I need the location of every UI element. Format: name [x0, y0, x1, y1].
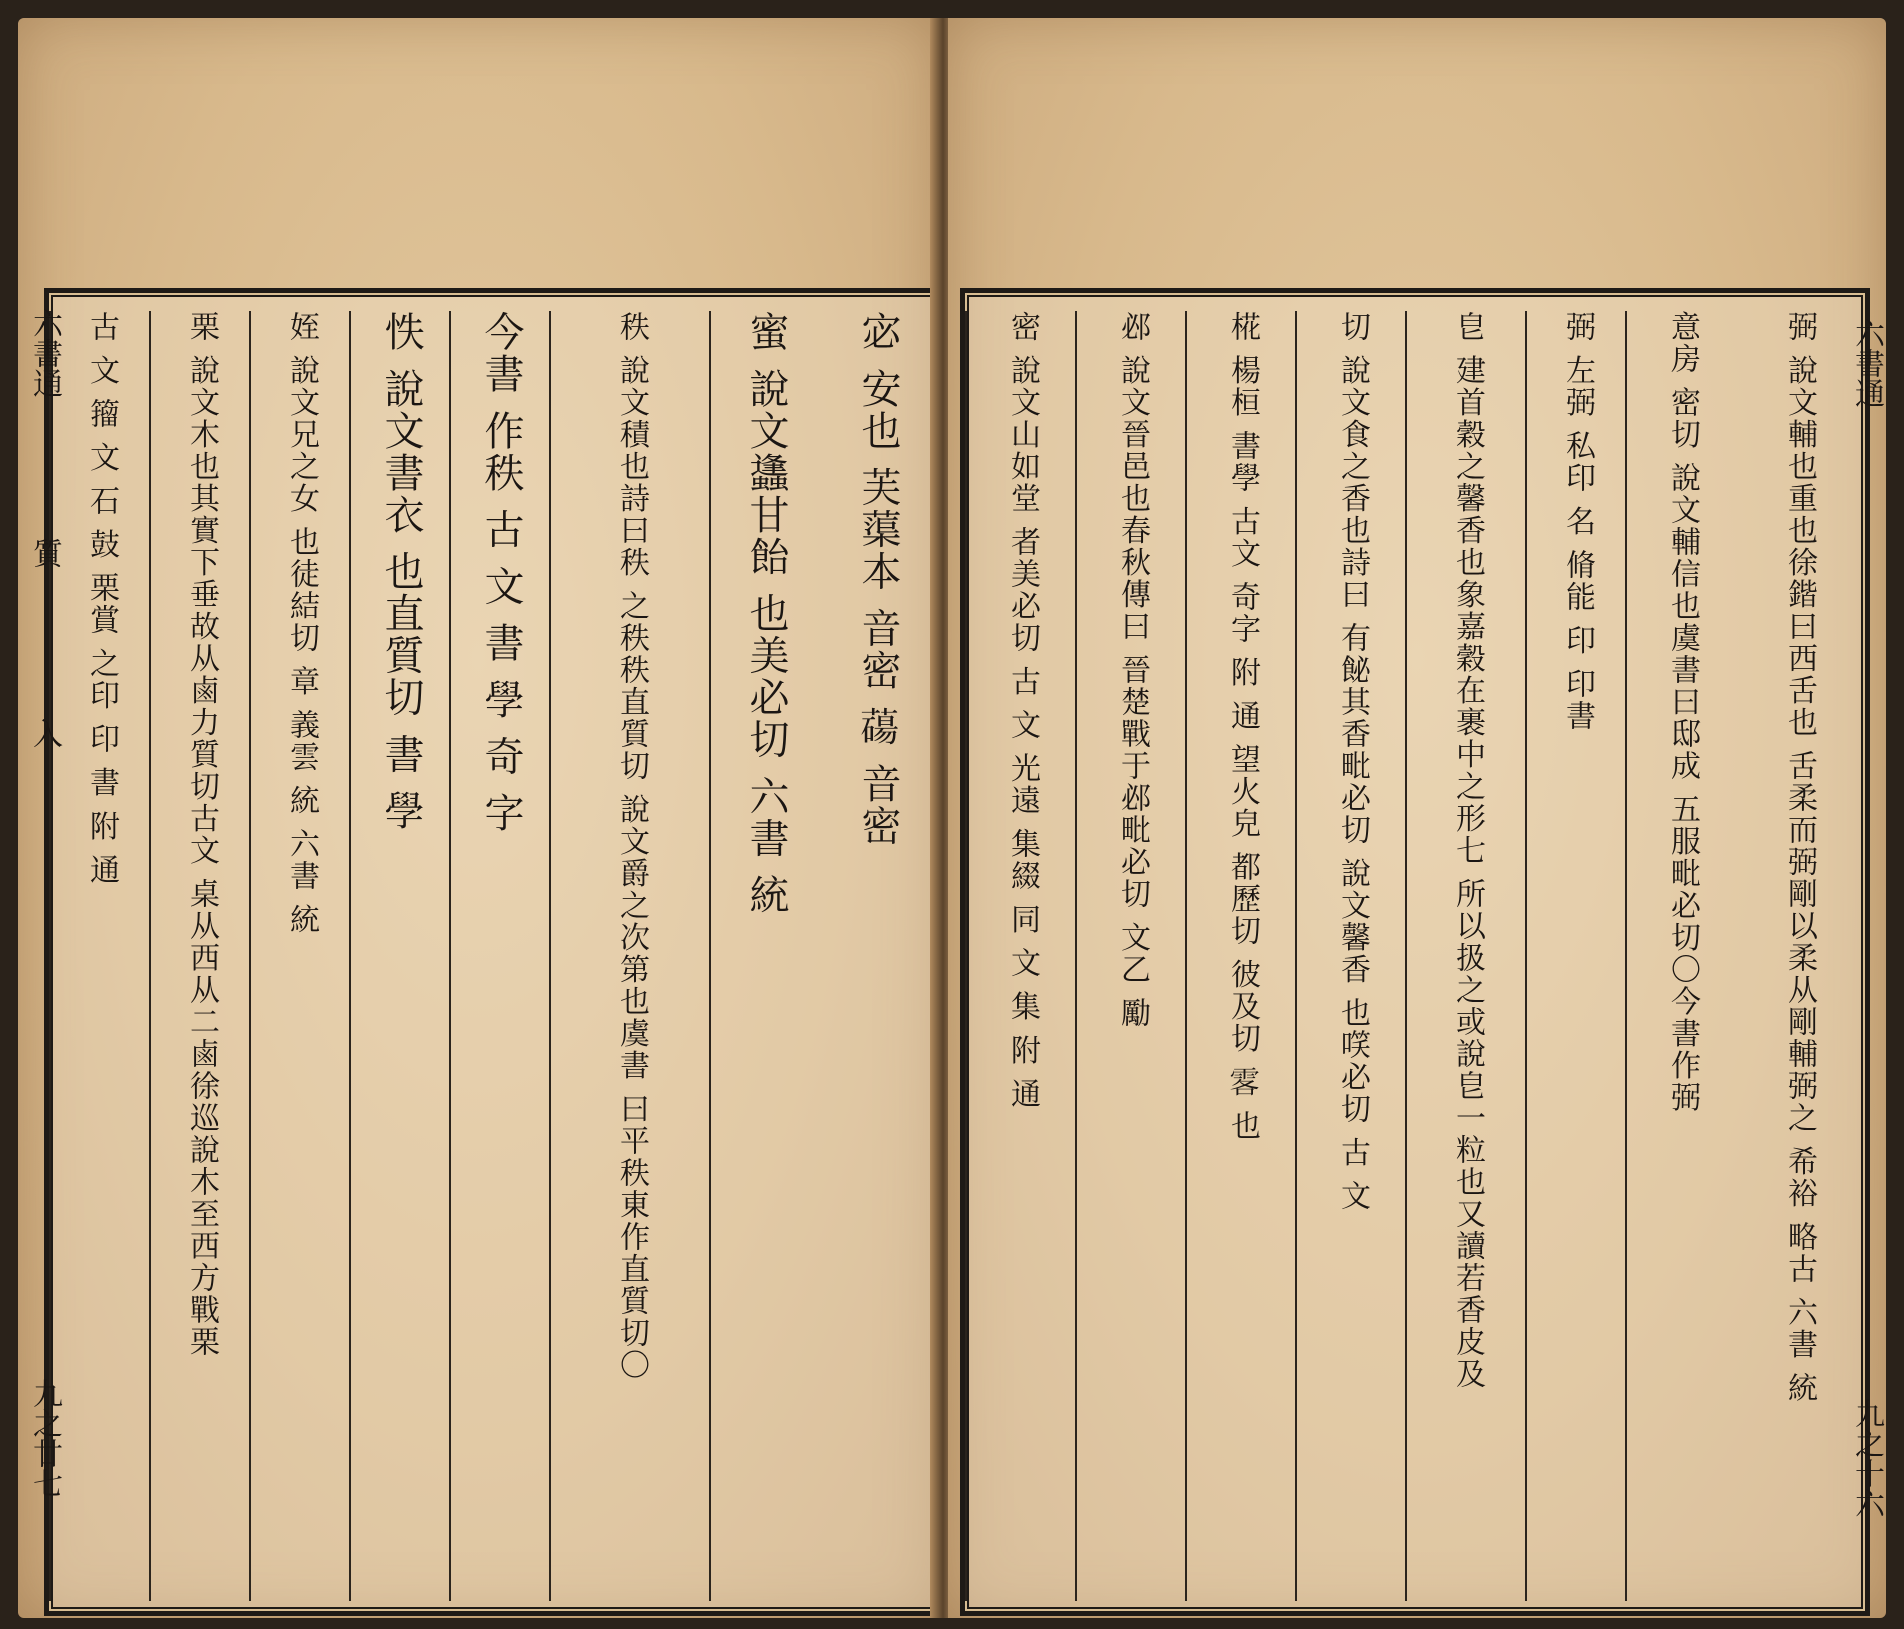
- left-column-7-text: 栗 說文木也其實下垂故从鹵力質切古文 桌从西从二鹵徐巡說木至西方戰栗: [184, 311, 219, 1359]
- right-column-5: [1295, 311, 1407, 1601]
- right-column-5-text: 切 說文食之香也詩曰 有飶其香毗必切 說文馨香 也㗛必切 古 文: [1335, 311, 1370, 1213]
- right-column-8-text: 密 說文山如堂 者美必切 古 文 光遠 集綴 同 文 集 附 通: [1005, 311, 1040, 1110]
- left-column-2-text: 蜜 說文蠭甘飴 也美必切 六書 統: [743, 311, 789, 916]
- right-column-1-text: 弼 說文輔也重也徐鍇曰西舌也 舌柔而弼剛以柔从剛輔弼之 希裕 略古 六書 統: [1782, 311, 1817, 1405]
- left-column-5: [349, 311, 451, 1601]
- right-column-2-text: 意房 密切 說文輔信也虞書曰邸成 五服毗必切〇今書作弼: [1665, 311, 1700, 1114]
- left-margin-section: 質: [27, 538, 62, 568]
- right-column-6: [1185, 311, 1297, 1601]
- left-page: [18, 18, 938, 1618]
- right-margin-title: 六書通: [1849, 318, 1884, 408]
- right-column-8: [965, 311, 1077, 1601]
- left-column-5-text: 怢 說文書衣 也直質切 書 學: [378, 311, 424, 832]
- left-column-1: [819, 311, 937, 1601]
- left-column-3-text: 秩 說文積也詩曰秩 之秩秩直質切 說文爵之次第也虞書 曰平秩東作直質切〇: [614, 311, 649, 1382]
- right-column-2: [1625, 311, 1737, 1601]
- left-column-2: [709, 311, 821, 1601]
- right-column-4-text: 皀 建首穀之馨香也象嘉穀在裹中之形七 所以扱之或說皀一粒也又讀若香皮及: [1450, 311, 1485, 1391]
- left-column-6-text: 姪 說文兄之女 也徒結切 章 義雲 統 六書 統: [284, 311, 319, 936]
- left-column-8-text: 古 文 籀 文 石 鼓 栗賞 之印 印 書 附 通: [84, 311, 119, 886]
- right-column-3: [1525, 311, 1627, 1601]
- left-column-4: [449, 311, 551, 1601]
- left-margin-page-number: 九之廿七: [27, 1378, 62, 1498]
- left-column-3: [549, 311, 711, 1601]
- right-page: [948, 18, 1886, 1618]
- left-margin-title: 六書通: [27, 308, 62, 398]
- left-column-7: [149, 311, 251, 1601]
- right-column-3-text: 弼 左弼 私印 名 脩能 印 印書: [1560, 311, 1595, 733]
- left-margin-tone: 入: [27, 718, 62, 748]
- right-margin-page-number: 九之十六: [1849, 1398, 1884, 1518]
- left-column-4-text: 今書 作秩 古 文 書 學 奇 字: [478, 311, 524, 835]
- right-text-frame: [960, 288, 1870, 1616]
- left-column-6: [249, 311, 351, 1601]
- right-column-4: [1405, 311, 1527, 1601]
- right-column-7-text: 邲 說文晉邑也春秋傳曰 晉楚戰于邲毗必切 文乙 勵: [1115, 311, 1150, 1030]
- right-column-7: [1075, 311, 1187, 1601]
- left-column-1-text: 宓 安也 芙蕖本 音密 𦿆 音密: [855, 311, 901, 847]
- right-column-6-text: 椛 楊桓 書學 古文 奇字 附 通 望火皃 都歷切 彼及切 𩂣 也: [1225, 311, 1260, 1142]
- left-text-frame: [44, 288, 944, 1616]
